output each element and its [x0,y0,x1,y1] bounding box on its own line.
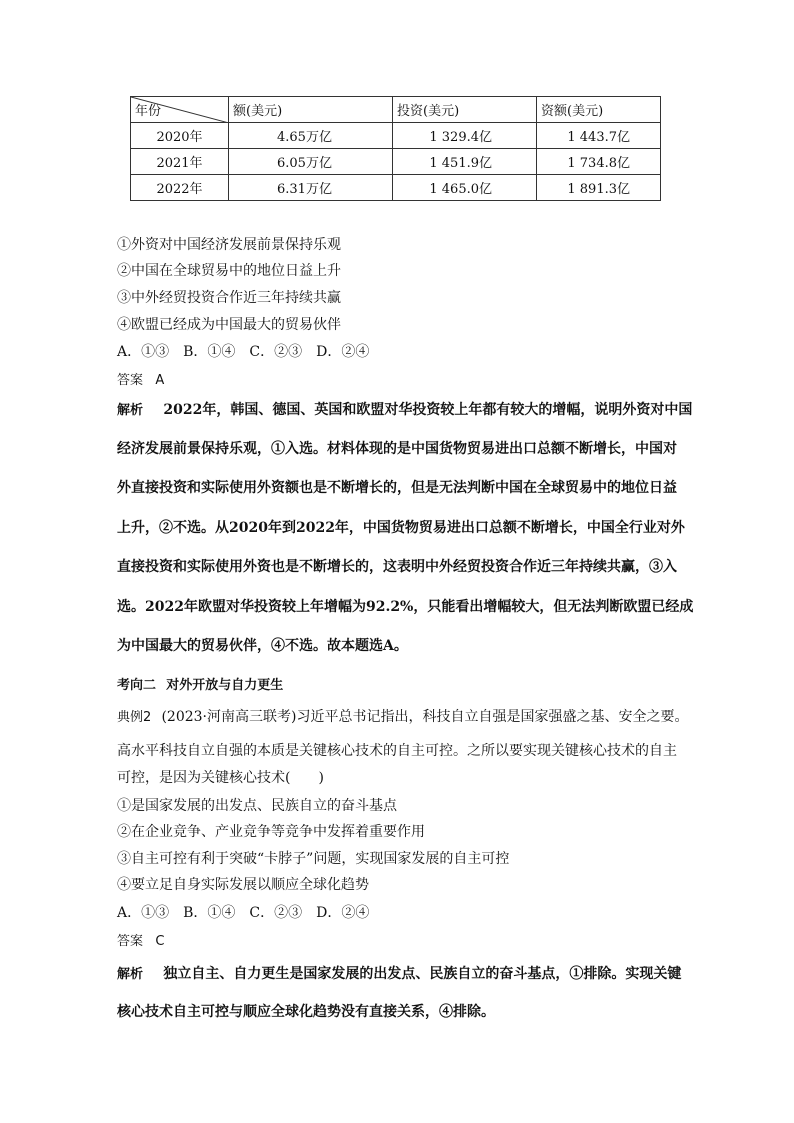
table-cell: 6.05万亿 [229,149,393,175]
table-row [131,149,661,175]
table-cell-year: 2021年 [131,149,229,175]
choices: A．①③ B．①④ C．②③ D．②④ [117,344,370,360]
answer-value: C [155,934,165,949]
option-1: ①是国家发展的出发点、民族自立的奋斗基点 [117,798,397,814]
analysis-line: 解析 独立自主、自力更生是国家发展的出发点、民族自立的奋斗基点，①排除。实现关键 [117,966,682,982]
answer-value: A [155,373,165,388]
option-3: ③自主可控有利于突破“卡脖子”问题，实现国家发展的自主可控 [117,851,510,867]
analysis-line: 外直接投资和实际使用外资额也是不断增长的，但是无法判断中国在全球贸易中的地位日益 [117,480,677,496]
section-title: 对外开放与自力更生 [166,678,284,693]
table-cell: 1 734.8亿 [537,149,661,175]
analysis-line: 为中国最大的贸易伙伴，④不选。故本题选A。 [117,638,408,654]
question-label: 典例2 [117,710,152,725]
analysis-line: 选。2022年欧盟对华投资较上年增幅为92.2%，只能看出增幅较大，但无法判断欧盟已经成 [117,599,694,615]
table-cell: 1 451.9亿 [393,149,537,175]
table-cell: 1 329.4亿 [393,123,537,149]
question-stem-line: 可控，是因为关键核心技术( ) [117,770,324,786]
answer-label: 答案 [117,373,144,388]
question-stem-line: 典例2 (2023·河南高三联考)习近平总书记指出，科技自立自强是国家强盛之基、安全之要。 [117,709,689,725]
table-header: 投资(美元) [393,97,537,123]
table-corner-cell [131,97,229,123]
answer-label: 答案 [117,934,144,949]
table-header: 资额(美元) [537,97,661,123]
option-2: ②在企业竞争、产业竞争等竞争中发挥着重要作用 [117,824,425,840]
section-label: 考向二 [117,678,157,693]
question-stem-line: 高水平科技自立自强的本质是关键核心技术的自主可控。之所以要实现关键核心技术的自主 [117,743,677,759]
option-2: ②中国在全球贸易中的地位日益上升 [117,263,341,279]
answer-line [117,369,164,388]
table-cell-year: 2020年 [131,123,229,149]
option-1: ①外资对中国经济发展前景保持乐观 [117,237,341,253]
table-row [131,123,661,149]
table-header-row [131,97,661,123]
table-cell: 1 891.3亿 [537,175,661,201]
option-4: ④要立足自身实际发展以顺应全球化趋势 [117,877,369,893]
analysis-line: 直接投资和实际使用外资也是不断增长的，这表明中外经贸投资合作近三年持续共赢，③入 [117,559,677,575]
table-header: 额(美元) [229,97,393,123]
option-3: ③中外经贸投资合作近三年持续共赢 [117,290,341,306]
data-table [130,96,661,201]
answer-line [117,930,165,949]
analysis-line: 上升，②不选。从2020年到2022年，中国货物贸易进出口总额不断增长，中国全行业对外 [117,520,685,536]
table-cell-year: 2022年 [131,175,229,201]
corner-label: 年份 [135,104,162,119]
analysis-label: 解析 [117,403,144,418]
choices: A．①③ B．①④ C．②③ D．②④ [117,905,370,921]
analysis-line: 经济发展前景保持乐观，①入选。材料体现的是中国货物贸易进出口总额不断增长，中国对 [117,441,677,457]
table-cell: 1 465.0亿 [393,175,537,201]
option-4: ④欧盟已经成为中国最大的贸易伙伴 [117,317,341,333]
analysis-label: 解析 [117,967,144,982]
table-cell: 1 443.7亿 [537,123,661,149]
analysis-line: 核心技术自主可控与顺应全球化趋势没有直接关系，④排除。 [117,1004,495,1020]
table-row [131,175,661,201]
table-cell: 6.31万亿 [229,175,393,201]
table-cell: 4.65万亿 [229,123,393,149]
analysis-line: 解析 2022年，韩国、德国、英国和欧盟对华投资较上年都有较大的增幅，说明外资对中国 [117,402,693,418]
section-heading [117,674,283,693]
